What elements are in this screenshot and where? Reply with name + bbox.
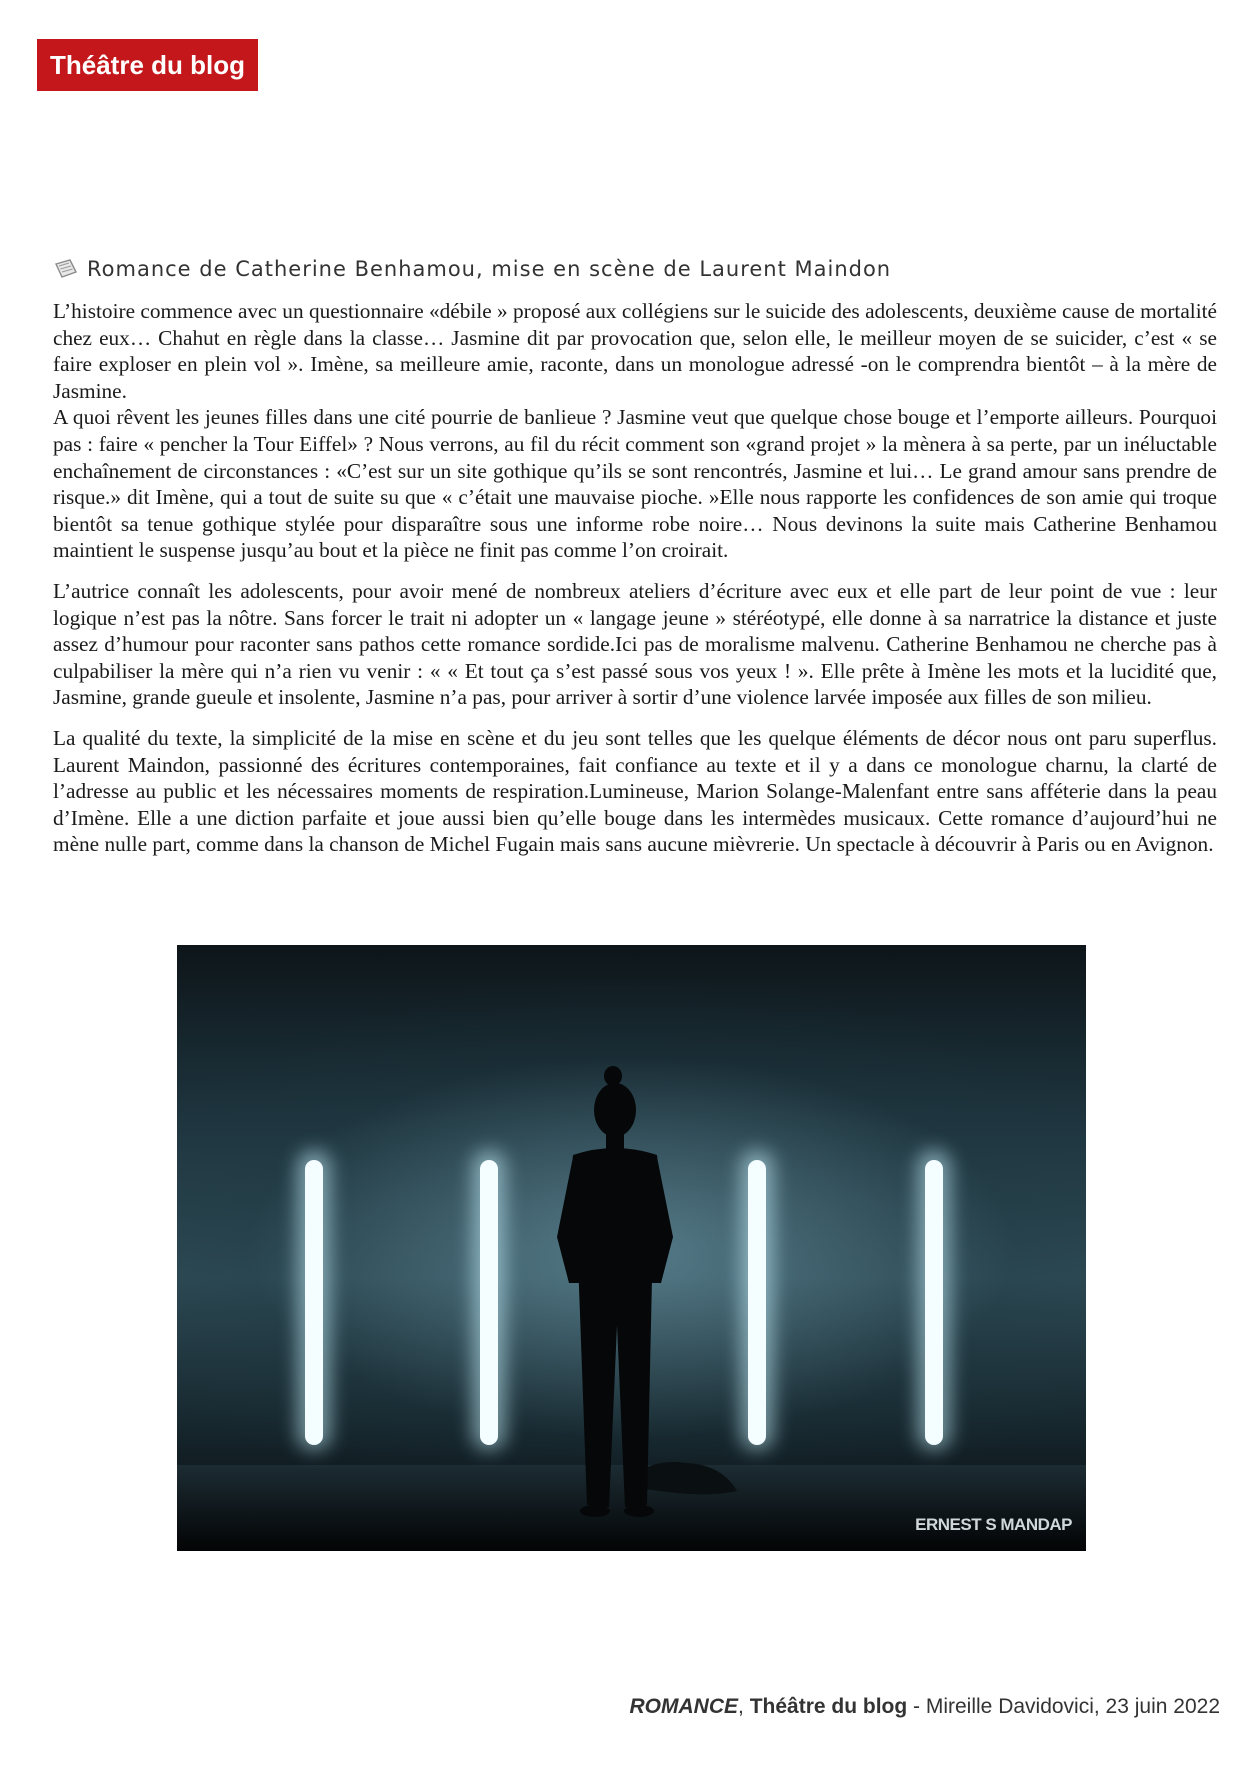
article-body <box>53 298 1217 858</box>
stage-photo <box>177 945 1086 1551</box>
footer-blog-name: Théâtre du blog <box>749 1695 908 1718</box>
paragraph-2: A quoi rêvent les jeunes filles dans une cité pourrie de banlieue ? Jasmine veut que quelque chose bouge et l’emporte ailleurs. Pourquoi pas : faire « pencher la Tour Eiffel» ? Nous verrons, au fil du récit comment son «grand projet » la mènera à sa perte, par un inéluctable enchaînement de circonstances : «C’est sur un site gothique qu’ils se sont rencontrés, Jasmine et lui… Le grand amour sans prendre de risque.» dit Imène, qui a tout de suite su que « c’était une mauvaise pioche. »Elle nous rapporte les confidences de son amie qui troque bientôt sa tenue gothique stylée pour disparaître sous une informe robe noire… Nous devinons la suite mais Catherine Benhamou maintient le suspense jusqu’au bout et la pièce ne finit pas comme l’on croirait. <box>53 405 1217 563</box>
paragraph-1: L’histoire commence avec un questionnaire «débile » proposé aux collégiens sur le suicide des adolescents, deuxième cause de mortalité chez eux… Chahut en règle dans la classe… Jasmine dit par provocation que, selon elle, le meilleur moyen de se suicider, c’est « se faire exploser en plein vol ». Imène, sa meilleure amie, raconte, dans un monologue adressé -on le comprendra bientôt – à la mère de Jasmine. <box>53 299 1217 403</box>
footer-show-title: ROMANCE <box>629 1695 739 1718</box>
article-title: Romance de Catherine Benhamou, mise en scène de Laurent Maindon <box>87 257 892 281</box>
photo-credit: ERNEST S MANDAP <box>915 1515 1072 1534</box>
stage-photo-illustration <box>177 945 1086 1551</box>
light-tube-3 <box>740 1150 774 1450</box>
article-heading <box>53 252 891 286</box>
light-tube-1 <box>297 1150 331 1450</box>
light-tube-2 <box>472 1150 506 1450</box>
paragraph-4: La qualité du texte, la simplicité de la mise en scène et du jeu sont telles que les quelque éléments de décor nous ont paru superflus. Laurent Maindon, passionné des écritures contemporaines, fait confiance au texte et il y a dans ce monologue charnu, la clarté de l’adresse au public et les nécessaires moments de respiration.Lumineuse, Marion Solange-Malenfant entre sans afféterie dans la peau d’Imène. Elle a une diction parfaite et joue aussi bien qu’elle bouge dans les intermèdes musicaux. Cette romance d’aujourd’hui ne mène nulle part, comme dans la chanson de Michel Fugain mais sans aucune mièvrerie. Un spectacle à découvrir à Paris ou en Avignon. <box>53 725 1217 857</box>
light-tube-4 <box>917 1150 951 1450</box>
footer-citation <box>630 1695 1220 1719</box>
footer-separator: , <box>738 1695 750 1718</box>
paragraph-3: L’autrice connaît les adolescents, pour avoir mené de nombreux ateliers d’écriture avec eux et elle part de leur point de vue : leur logique n’est pas la nôtre. Sans forcer le trait ni adopter un « langage jeune » stéréotypé, elle donne à sa narratrice la distance et juste assez d’humour pour raconter sans pathos cette romance sordide.Ici pas de moralisme malvenu. Catherine Benhamou ne cherche pas à culpabiliser la mère qui n’a rien vu venir : « « Et tout ça s’est passé sous vos yeux ! ». Elle prête à Imène les mots et la lucidité que, Jasmine, grande gueule et insolente, Jasmine n’a pas, pour arriver à sortir d’une violence larvée imposée aux filles de son milieu. <box>53 578 1217 710</box>
footer-byline: - Mireille Davidovici, 23 juin 2022 <box>907 1695 1220 1718</box>
site-logo[interactable]: Théâtre du blog <box>37 39 258 91</box>
performer-silhouette <box>557 1066 673 1517</box>
document-icon <box>53 258 79 280</box>
